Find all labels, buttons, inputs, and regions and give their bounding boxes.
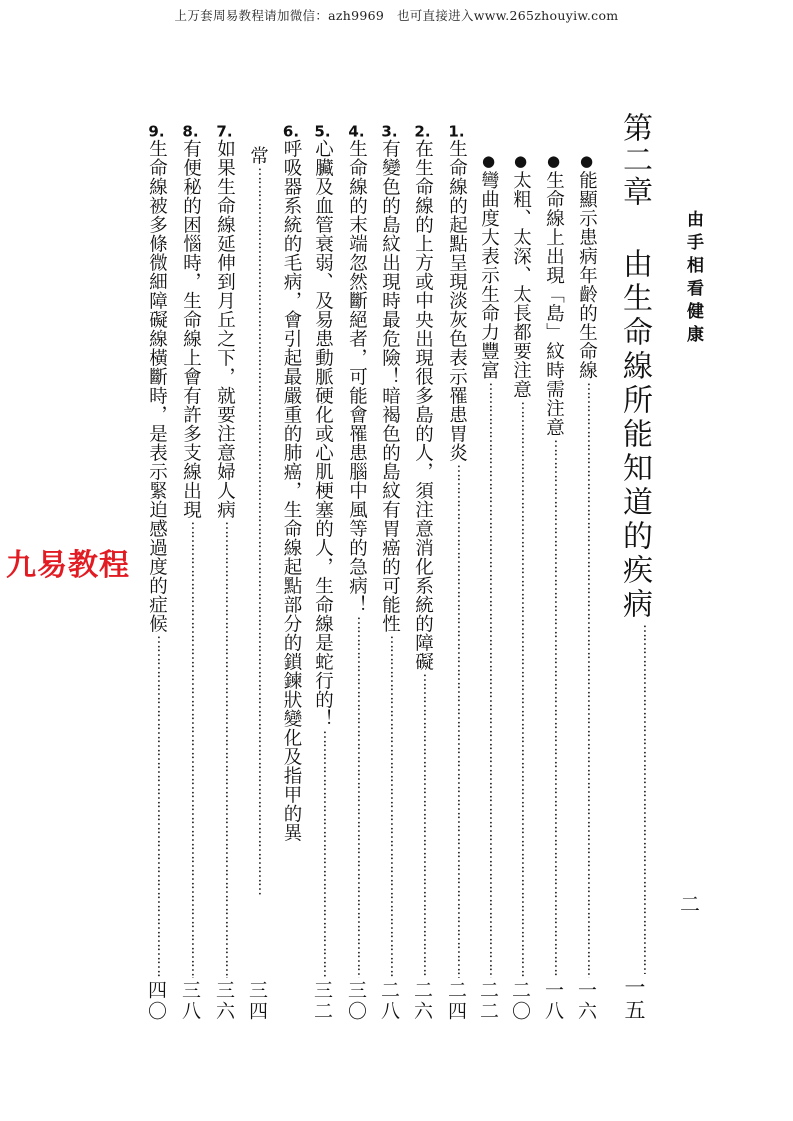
item-number: 6. [282,124,300,139]
leader-dots [612,624,656,974]
toc-item-7 [208,124,238,1022]
leader-dots [211,521,238,978]
item-number: 7. [216,124,233,139]
toc-page: 三六 [213,980,235,1022]
toc-item-3 [373,124,403,1022]
leader-dots [143,635,170,978]
chapter-page: 一五 [622,976,646,1022]
leader-dots [309,730,336,978]
toc-item-5 [306,124,336,1022]
leader-dots [376,635,403,978]
item-number: 4. [348,124,365,139]
toc-text: 有便秘的困惱時，生命線上會有許多支線出現 [180,139,202,519]
toc-text: 在生命線的上方或中央出現很多島的人，須注意消化系統的障礙 [412,139,434,671]
toc-text: 心臟及血管衰弱、及易患動脈硬化或心肌梗塞的人，生命線是蛇行的！ [312,139,334,728]
toc-item-4 [340,124,370,1022]
toc-bullet-4 [472,152,502,1022]
toc-page: 四〇 [145,980,167,1022]
bullet-marker: ● [577,152,596,171]
toc-page: 二二 [477,980,499,1022]
toc-page: 二〇 [509,980,531,1022]
toc-item-9 [140,124,170,1022]
toc-page: 一六 [575,980,597,1022]
toc-text: 彎曲度大表示生命力豐富 [478,170,500,380]
toc-item-8 [174,124,204,1022]
item-number: 9. [148,124,165,139]
leader-dots [244,167,271,978]
toc-item-6-continued [241,146,271,1022]
toc-text: 呼吸器系統的毛病，會引起最嚴重的肺癌，生命線起點部分的鎖鍊狀變化及指甲的異 [281,139,302,842]
toc-page: 二四 [445,980,467,1022]
running-head: 由手相看健康 [683,210,703,348]
toc-bullet-3 [504,152,534,1022]
leader-dots [343,616,370,978]
toc-item-6 [274,124,304,1022]
toc-text: 生命線被多條微細障礙線橫斷時，是表示緊迫感過度的症候 [146,139,168,633]
leader-dots [540,439,567,979]
chapter-label: 第二章 [617,112,652,208]
toc-text: 能顯示患病年齡的生命線 [576,170,598,380]
source-banner: 上万套周易教程请加微信：azh9969 也可直接进入www.265zhouyiw.com [174,8,619,23]
toc-text: 生命線的末端忽然斷絕者，可能會罹患腦中風等的急病！ [346,139,368,614]
watermark-logo: 九易教程 [6,548,130,583]
toc-text-continuation: 常 [247,146,269,165]
page-number: 二 [680,892,700,916]
leader-dots [475,382,502,979]
toc-text: 有變色的島紋出現時最危險！暗褐色的島紋有胃癌的可能性 [379,139,401,633]
bullet-marker: ● [544,152,563,171]
item-number: 2. [414,124,431,139]
toc-page: 二六 [411,980,433,1022]
bullet-marker: ● [479,152,498,171]
chapter-title: 由生命線所能知道的疾病 [617,248,652,622]
leader-dots [573,382,600,979]
toc-text: 太粗、太深、太長都要注意 [510,170,532,399]
bullet-marker: ● [511,152,530,171]
item-number: 1. [448,124,465,139]
toc-page: 二八 [378,980,400,1022]
toc-page: 三四 [246,980,268,1022]
leader-dots [507,401,534,979]
item-number: 3. [381,124,398,139]
toc-text: 如果生命線延伸到月丘之下，就要注意婦人病 [214,139,236,519]
leader-dots [177,521,204,978]
toc-bullet-2 [537,152,567,1022]
toc-item-2 [406,124,436,1022]
chapter-heading [612,112,656,1022]
toc-bullet-1 [570,152,600,1022]
toc-page: 三〇 [345,980,367,1022]
toc-text: 生命線的起點呈現淡灰色表示罹患胃炎 [446,139,468,462]
toc-page: 三二 [311,980,333,1022]
toc-item-1 [440,124,470,1022]
item-number: 8. [182,124,199,139]
leader-dots [409,673,436,978]
leader-dots [443,464,470,978]
item-number: 5. [314,124,331,139]
toc-text: 生命線上出現「島」紋時需注意 [543,170,565,437]
toc-page: 三八 [179,980,201,1022]
toc-page: 一八 [542,980,564,1022]
